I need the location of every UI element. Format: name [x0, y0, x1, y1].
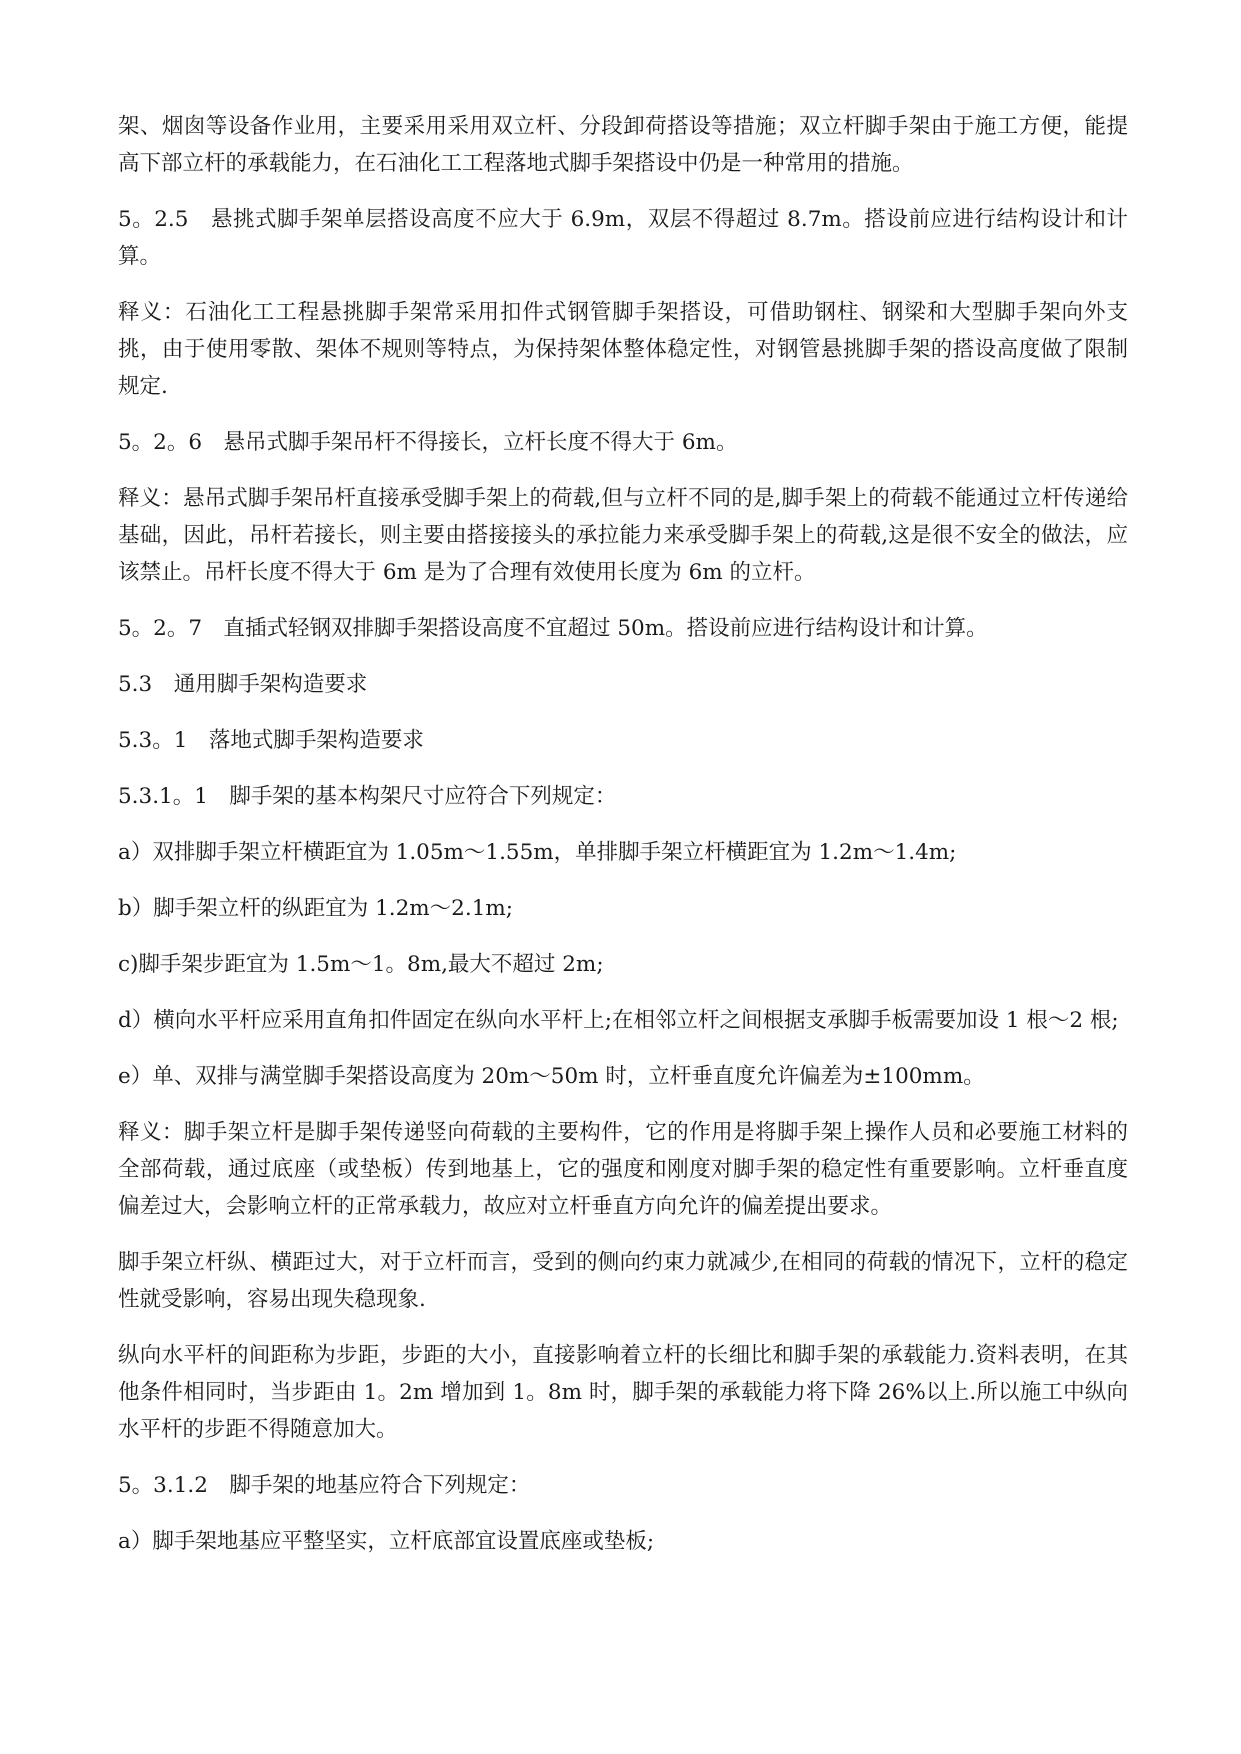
section-heading-5-3: 5.3 通用脚手架构造要求 — [118, 672, 368, 697]
list-item-e-verticality: e）单、双排与满堂脚手架搭设高度为 20m～50m 时，立杆垂直度允许偏差为±100mm。 — [118, 1064, 985, 1089]
list-item-a-foundation: a）脚手架地基应平整坚实，立杆底部宜设置底座或垫板; — [118, 1529, 655, 1554]
clause-5-3-1-1: 5.3.1。1 脚手架的基本构架尺寸应符合下列规定： — [118, 784, 617, 809]
list-item-d-transverse-bar: d）横向水平杆应采用直角扣件固定在纵向水平杆上;在相邻立杆之间根据支承脚手板需要加设 1 根～2 根; — [118, 1008, 1119, 1033]
clause-5-3-1-2: 5。3.1.2 脚手架的地基应符合下列规定： — [118, 1473, 531, 1498]
clause-5-2-7: 5。2。7 直插式轻钢双排脚手架搭设高度不宜超过 50m。搭设前应进行结构设计和计算。 — [118, 616, 988, 641]
subsection-heading-5-3-1: 5.3。1 落地式脚手架构造要求 — [118, 728, 424, 753]
commentary-pole-spacing: 脚手架立杆纵、横距过大，对于立杆而言，受到的侧向约束力就减少,在相同的荷载的情况下，立杆的稳定性就受影响，容易出现失稳现象. — [118, 1250, 1128, 1312]
list-item-c-step-distance: c)脚手架步距宜为 1.5m～1。8m,最大不超过 2m; — [118, 952, 604, 977]
commentary-cantilever-scaffold: 释义：石油化工工程悬挑脚手架常采用扣件式钢管脚手架搭设，可借助钢柱、钢梁和大型脚手架向外支挑，由于使用零散、架体不规则等特点，为保持架体整体稳定性，对钢管悬挑脚手架的搭设高度做了限制规定. — [118, 300, 1128, 399]
clause-5-2-6: 5。2。6 悬吊式脚手架吊杆不得接长，立杆长度不得大于 6m。 — [118, 430, 738, 455]
paragraph-continuation-double-pole: 架、烟囱等设备作业用，主要采用采用双立杆、分段卸荷搭设等措施；双立杆脚手架由于施工方便，能提高下部立杆的承载能力，在石油化工工程落地式脚手架搭设中仍是一种常用的措施。 — [118, 114, 1128, 176]
commentary-step-distance: 纵向水平杆的间距称为步距，步距的大小，直接影响着立杆的长细比和脚手架的承载能力.资料表明，在其他条件相同时，当步距由 1。2m 增加到 1。8m 时，脚手架的承载能力将下降 26%以上.所以施工中纵向水平杆的步距不得随意加大。 — [118, 1343, 1128, 1442]
document-page — [118, 108, 1128, 1579]
commentary-suspended-scaffold: 释义：悬吊式脚手架吊杆直接承受脚手架上的荷载,但与立杆不同的是,脚手架上的荷载不能通过立杆传递给基础，因此，吊杆若接长，则主要由搭接接头的承拉能力来承受脚手架上的荷载,这是很不安全的做法，应该禁止。吊杆长度不得大于 6m 是为了合理有效使用长度为 6m 的立杆。 — [118, 486, 1128, 585]
commentary-pole-function: 释义：脚手架立杆是脚手架传递竖向荷载的主要构件，它的作用是将脚手架上操作人员和必要施工材料的全部荷载，通过底座（或垫板）传到地基上，它的强度和刚度对脚手架的稳定性有重要影响。立杆垂直度偏差过大，会影响立杆的正常承载力，故应对立杆垂直方向允许的偏差提出要求。 — [118, 1120, 1128, 1219]
clause-5-2-5: 5。2.5 悬挑式脚手架单层搭设高度不应大于 6.9m，双层不得超过 8.7m。搭设前应进行结构设计和计算。 — [118, 207, 1128, 269]
list-item-b-longitudinal-spacing: b）脚手架立杆的纵距宜为 1.2m～2.1m; — [118, 896, 514, 921]
list-item-a-transverse-spacing: a）双排脚手架立杆横距宜为 1.05m～1.55m，单排脚手架立杆横距宜为 1.2m～1.4m; — [118, 840, 957, 865]
